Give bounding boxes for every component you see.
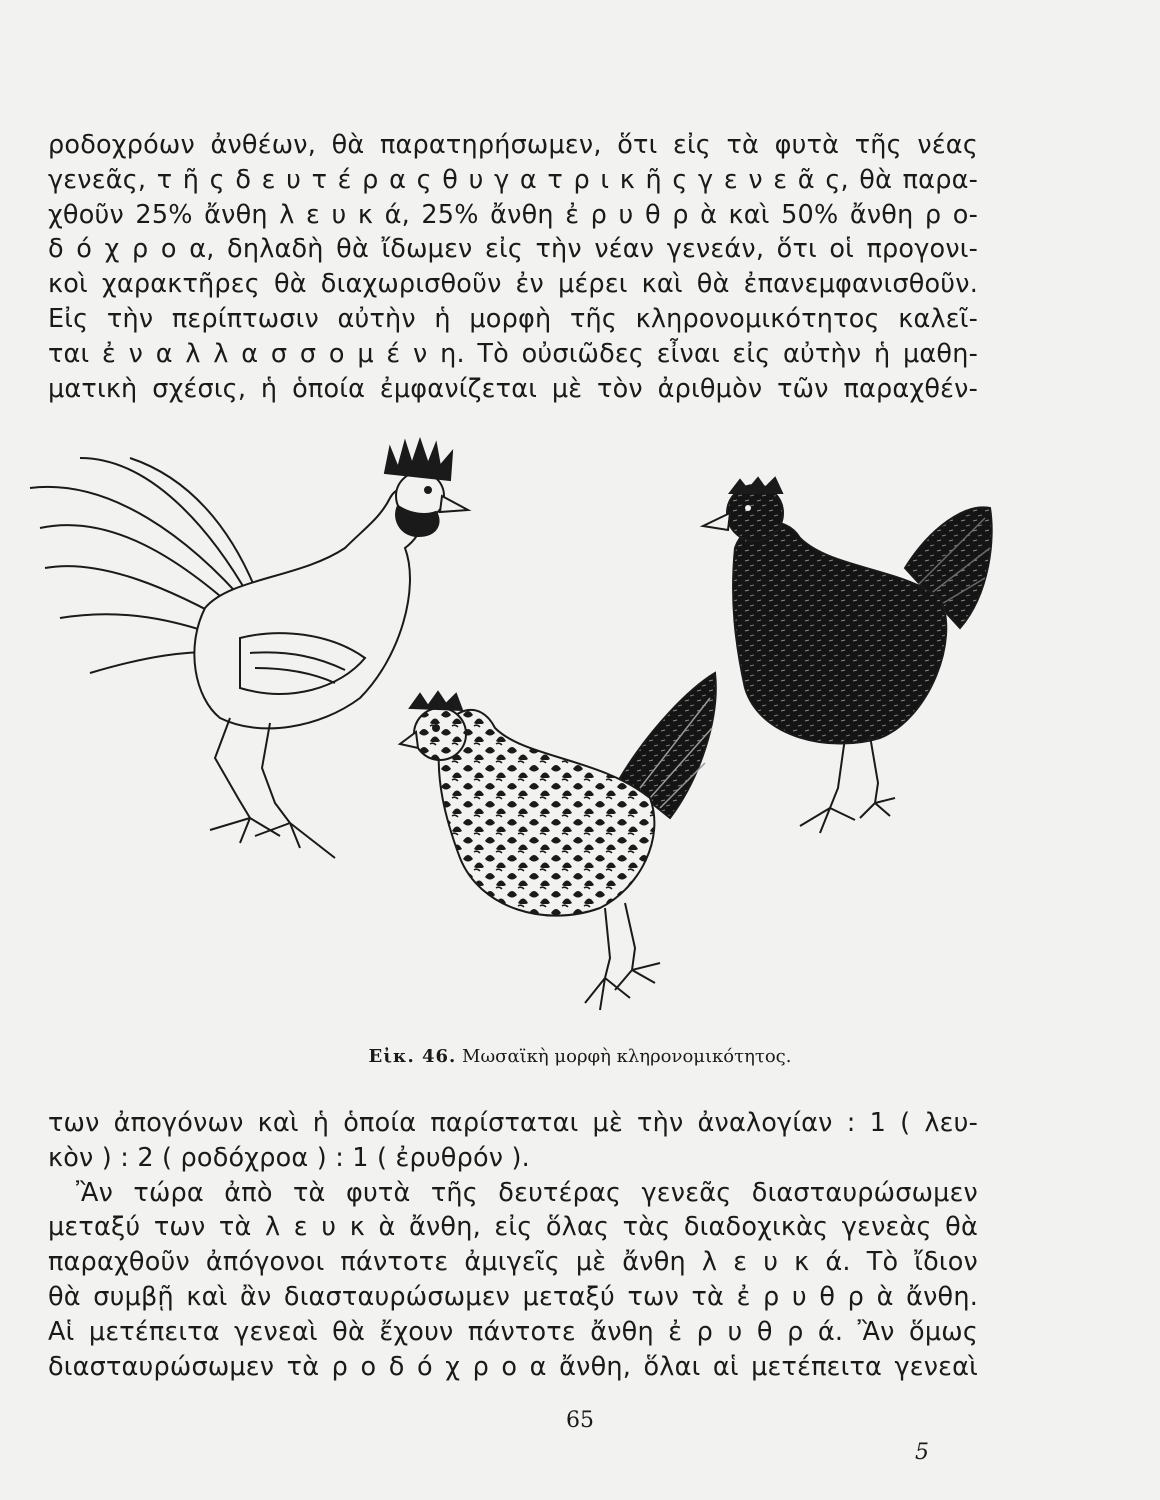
figure-caption-text: Μωσαϊκὴ μορφὴ κληρονομικότητος.: [462, 1046, 792, 1067]
figure-chickens: [0, 418, 1160, 1048]
page-number: 65: [566, 1408, 594, 1433]
text-line: κὸν ) : 2 ( ροδόχροα ) : 1 ( ἐρυθρόν ).: [48, 1142, 530, 1173]
text-line: θὰ συμβῇ καὶ ἂν διασταυρώσωμεν μεταξύ των τὰ ἐ ρ υ θ ρ ὰ ἄνθη.: [48, 1281, 978, 1312]
text-line: διασταυρώσωμεν τὰ ρ ο δ ό χ ρ ο α ἄνθη, ὅλαι αἱ μετέπειτα γενεαὶ: [48, 1351, 978, 1382]
text-line: μεταξύ των τὰ λ ε υ κ ὰ ἄνθη, εἰς ὅλας τὰς διαδοχικὰς γενεὰς θὰ: [48, 1212, 978, 1243]
text-line: Ἂν τώρα ἀπὸ τὰ φυτὰ τῆς δευτέρας γενεᾶς διασταυρώσωμεν: [76, 1177, 978, 1208]
text-line: παραχθοῦν ἀπόγονοι πάντοτε ἀμιγεῖς μὲ ἄνθη λ ε υ κ ά. Τὸ ἴδιον: [48, 1247, 978, 1278]
text-line: Εἰς τὴν περίπτωσιν αὐτὴν ἡ μορφὴ τῆς κληρονομικότητος καλεῖ-: [48, 303, 978, 334]
text-line: των ἀπογόνων καὶ ἡ ὁποία παρίσταται μὲ τὴν ἀναλογίαν : 1 ( λευ-: [48, 1108, 978, 1138]
paragraph-bottom: [48, 1106, 978, 1384]
text-line: χθοῦν 25% ἄνθη λ ε υ κ ά, 25% ἄνθη ἐ ρ υ θ ρ ὰ καὶ 50% ἄνθη ρ ο-: [48, 199, 978, 230]
figure-label: Εἰκ. 46.: [368, 1046, 457, 1067]
figure-caption: [0, 1046, 1160, 1067]
text-line: ροδοχρόων ἀνθέων, θὰ παρατηρήσωμεν, ὅτι εἰς τὰ φυτὰ τῆς νέας: [48, 130, 978, 160]
signature-mark: 5: [915, 1440, 929, 1465]
black-hen-illustration: [703, 478, 992, 833]
paragraph-top: [48, 128, 978, 406]
speckled-hen-illustration: [400, 673, 716, 1010]
text-line: δ ό χ ρ ο α, δηλαδὴ θὰ ἴδωμεν εἰς τὴν νέαν γενεάν, ὅτι οἱ προγονι-: [48, 234, 978, 265]
text-line: κοὶ χαρακτῆρες θὰ διαχωρισθοῦν ἐν μέρει καὶ θὰ ἐπανεμφανισθοῦν.: [48, 269, 978, 300]
text-line: ται ἐ ν α λ λ α σ σ ο μ έ ν η. Τὸ οὐσιῶδες εἶναι εἰς αὐτὴν ἡ μαθη-: [48, 338, 978, 369]
white-rooster-illustration: [30, 440, 468, 858]
text-line: Αἱ μετέπειτα γενεαὶ θὰ ἔχουν πάντοτε ἄνθη ἐ ρ υ θ ρ ά. Ἂν ὅμως: [48, 1316, 978, 1347]
text-line: ματικὴ σχέσις, ἡ ὁποία ἐμφανίζεται μὲ τὸν ἀριθμὸν τῶν παραχθέν-: [48, 373, 978, 404]
text-line: γενεᾶς, τ ῆ ς δ ε υ τ έ ρ α ς θ υ γ α τ ρ ι κ ῆ ς γ ε ν ε ᾶ ς, θὰ παρα-: [48, 164, 978, 195]
